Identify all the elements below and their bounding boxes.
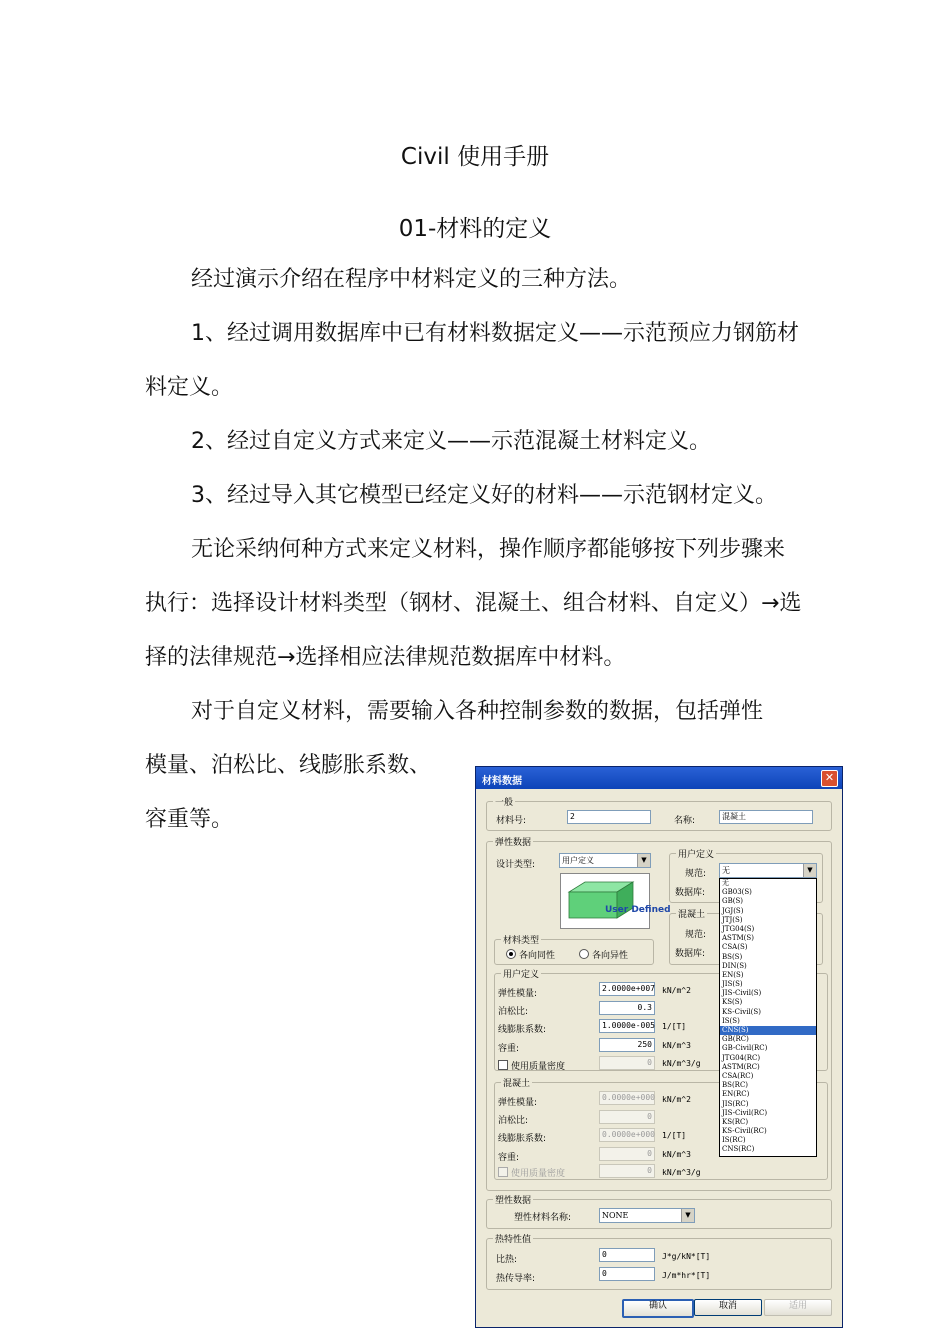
thermal-conductivity-unit: J/m*hr*[T] [662, 1271, 711, 1280]
user-defined-preview-image [560, 873, 671, 929]
specific-heat-input[interactable]: 0 [599, 1248, 655, 1262]
plastic-data-label: 塑性数据 [493, 1193, 533, 1206]
design-type-select[interactable] [559, 853, 651, 868]
dialog-titlebar[interactable] [476, 767, 842, 789]
standard-option[interactable]: JIS(RC) [722, 1099, 749, 1108]
concrete-poisson-ratio-input[interactable]: 0 [599, 1110, 655, 1124]
preview-caption: User Defined [605, 905, 671, 915]
standard-option[interactable]: IS(RC) [722, 1136, 746, 1145]
mass-density-unit: kN/m^3/g [662, 1059, 701, 1068]
thermal-group-label: 热特性值 [493, 1232, 533, 1245]
concrete-use-mass-density-checkbox[interactable] [498, 1167, 508, 1177]
material-name-input[interactable]: 混凝土 [719, 810, 813, 824]
thermal-expansion-label: 线膨胀系数: [498, 1025, 547, 1035]
elastic-modulus-unit: kN/m^2 [662, 986, 691, 995]
standard-option[interactable]: JTG04(S) [722, 924, 755, 933]
user-parameters-label: 用户定义 [501, 967, 541, 980]
concrete-thermal-expansion-input[interactable]: 0.0000e+000 [599, 1128, 655, 1142]
concrete-standard-group-label: 混凝土 [676, 907, 707, 920]
thermal-conductivity-input[interactable]: 0 [599, 1267, 655, 1281]
concrete-unit-weight-label: 容重: [498, 1153, 520, 1163]
paragraph-custom-line-3: 容重等。 [145, 807, 234, 832]
standard-option[interactable]: 无 [722, 879, 729, 887]
thermal-expansion-unit: 1/[T] [662, 1022, 687, 1031]
standard-option[interactable]: EN(RC) [722, 1090, 750, 1099]
concrete-thermal-expansion-unit: 1/[T] [662, 1131, 687, 1140]
apply-button[interactable]: 适用 [764, 1299, 832, 1316]
standard-option[interactable]: CNS(RC) [722, 1145, 755, 1154]
design-type-label: 设计类型: [496, 860, 536, 870]
material-block-icon [561, 874, 671, 926]
unit-weight-input[interactable]: 250 [599, 1038, 655, 1052]
standard-option[interactable]: KS-Civil(RC) [722, 1127, 767, 1136]
plastic-material-name-label: 塑性材料名称: [514, 1213, 572, 1223]
database-label: 数据库: [675, 888, 706, 898]
specific-heat-label: 比热: [496, 1255, 518, 1265]
mass-density-input[interactable]: 0 [599, 1056, 655, 1070]
concrete-elastic-modulus-unit: kN/m^2 [662, 1095, 691, 1104]
standard-select[interactable] [719, 863, 817, 878]
chevron-down-icon[interactable]: ▼ [681, 1209, 694, 1222]
chevron-down-icon[interactable]: ▼ [803, 864, 816, 877]
document-title: Civil 使用手册 [400, 144, 550, 170]
standard-option[interactable]: JIS-Civil(S) [722, 989, 762, 998]
paragraph-method-3: 3、经过导入其它模型已经定义好的材料——示范钢材定义。 [191, 483, 777, 508]
material-id-label: 材料号: [496, 816, 527, 826]
standard-option[interactable]: JTG04(RC) [722, 1053, 761, 1062]
plastic-material-value: NONE [602, 1211, 629, 1220]
material-data-dialog [475, 766, 843, 1328]
standard-option[interactable]: KS-Civil(S) [722, 1007, 761, 1016]
chevron-down-icon[interactable]: ▼ [637, 854, 650, 867]
standard-option[interactable]: JIS(S) [722, 980, 743, 989]
paragraph-custom-line-1: 对于自定义材料，需要输入各种控制参数的数据，包括弹性 [191, 699, 764, 724]
elastic-modulus-input[interactable]: 2.0000e+007 [599, 982, 655, 996]
isotropic-label: 各向同性 [519, 951, 556, 961]
use-mass-density-label: 使用质量密度 [511, 1062, 566, 1072]
anisotropic-label: 各向异性 [592, 951, 629, 961]
standard-label: 规范: [685, 869, 707, 879]
unit-weight-unit: kN/m^3 [662, 1041, 691, 1050]
concrete-unit-weight-unit: kN/m^3 [662, 1150, 691, 1159]
standard-option[interactable]: JGJ(S) [722, 906, 744, 915]
thermal-group [486, 1235, 832, 1290]
concrete-mass-density-unit: kN/m^3/g [662, 1168, 701, 1177]
standard-value: 无 [722, 866, 730, 875]
standard-option[interactable]: BS(RC) [722, 1081, 749, 1090]
concrete-mass-density-input[interactable]: 0 [599, 1164, 655, 1178]
paragraph-procedure: 无论采纳何种方式来定义材料，操作顺序都能够按下列步骤来执行：选择设计材料类型（钢材、混凝土、组合材料、自定义）→选择的法律规范→选择相应法律规范数据库中材料。 [145, 537, 802, 670]
concrete-database-label: 数据库: [675, 949, 706, 959]
concrete-unit-weight-input[interactable]: 0 [599, 1147, 655, 1161]
concrete-standard-label: 规范: [685, 930, 707, 940]
dialog-title: 材料数据 [482, 776, 522, 787]
standard-option[interactable]: JTJ(S) [722, 915, 743, 924]
paragraph-method-2: 2、经过自定义方式来定义——示范混凝土材料定义。 [191, 429, 711, 454]
standard-option[interactable]: GB(S) [722, 897, 743, 906]
concrete-poisson-ratio-label: 泊松比: [498, 1116, 529, 1126]
thermal-conductivity-label: 热传导率: [496, 1274, 536, 1284]
standard-dropdown-list[interactable] [719, 878, 817, 1157]
standard-option[interactable]: CNS(S) [720, 1026, 816, 1035]
standard-option[interactable]: KS(RC) [722, 1117, 749, 1126]
standard-option[interactable]: DIN(S) [722, 961, 747, 970]
standard-option[interactable]: ASTM(S) [722, 934, 754, 943]
elastic-modulus-label: 弹性模量: [498, 989, 538, 999]
standard-option[interactable]: IS(S) [722, 1016, 740, 1025]
isotropic-radio[interactable] [506, 949, 516, 959]
unit-weight-label: 容重: [498, 1044, 520, 1054]
anisotropic-radio[interactable] [579, 949, 589, 959]
design-type-value: 用户定义 [562, 856, 594, 865]
elastic-data-label: 弹性数据 [493, 835, 533, 848]
concrete-parameters-label: 混凝土 [501, 1076, 532, 1089]
thermal-expansion-input[interactable]: 1.0000e-005 [599, 1019, 655, 1033]
standard-option[interactable]: EN(S) [722, 970, 744, 979]
standard-option[interactable]: JIS-Civil(RC) [722, 1108, 768, 1117]
material-name-label: 名称: [674, 816, 696, 826]
poisson-ratio-label: 泊松比: [498, 1007, 529, 1017]
section-title: 01-材料的定义 [398, 216, 552, 242]
standard-option[interactable]: ASTM(RC) [722, 1062, 760, 1071]
standard-option[interactable]: CSA(S) [722, 943, 748, 952]
poisson-ratio-input[interactable]: 0.3 [599, 1001, 655, 1015]
close-icon[interactable]: ✕ [821, 770, 838, 787]
material-id-input[interactable]: 2 [567, 810, 651, 824]
paragraph-method-1: 1、经过调用数据库中已有材料数据定义——示范预应力钢筋材料定义。 [145, 321, 799, 400]
standard-option[interactable]: KS(S) [722, 998, 743, 1007]
standard-option[interactable]: CSA(RC) [722, 1071, 754, 1080]
paragraph-custom-line-2: 模量、泊松比、线膨胀系数、 [145, 753, 432, 778]
standard-option[interactable]: GB-Civil(RC) [722, 1044, 768, 1053]
general-group-label: 一般 [493, 795, 515, 808]
concrete-elastic-modulus-input[interactable]: 0.0000e+000 [599, 1091, 655, 1105]
concrete-thermal-expansion-label: 线膨胀系数: [498, 1134, 547, 1144]
standard-option[interactable]: GB03(S) [722, 888, 752, 897]
ok-button[interactable]: 确认 [622, 1299, 694, 1318]
specific-heat-unit: J*g/kN*[T] [662, 1252, 711, 1261]
cancel-button[interactable]: 取消 [694, 1299, 762, 1316]
use-mass-density-checkbox[interactable] [498, 1060, 508, 1070]
concrete-use-mass-density-label: 使用质量密度 [511, 1169, 566, 1179]
paragraph-intro: 经过演示介绍在程序中材料定义的三种方法。 [191, 267, 632, 292]
user-standard-group-label: 用户定义 [676, 847, 716, 860]
plastic-material-select[interactable] [599, 1208, 695, 1223]
material-type-group [494, 936, 654, 965]
concrete-elastic-modulus-label: 弹性模量: [498, 1098, 538, 1108]
standard-option[interactable]: BS(S) [722, 952, 743, 961]
material-type-label: 材料类型 [501, 933, 541, 946]
standard-option[interactable]: GB(RC) [722, 1035, 749, 1044]
